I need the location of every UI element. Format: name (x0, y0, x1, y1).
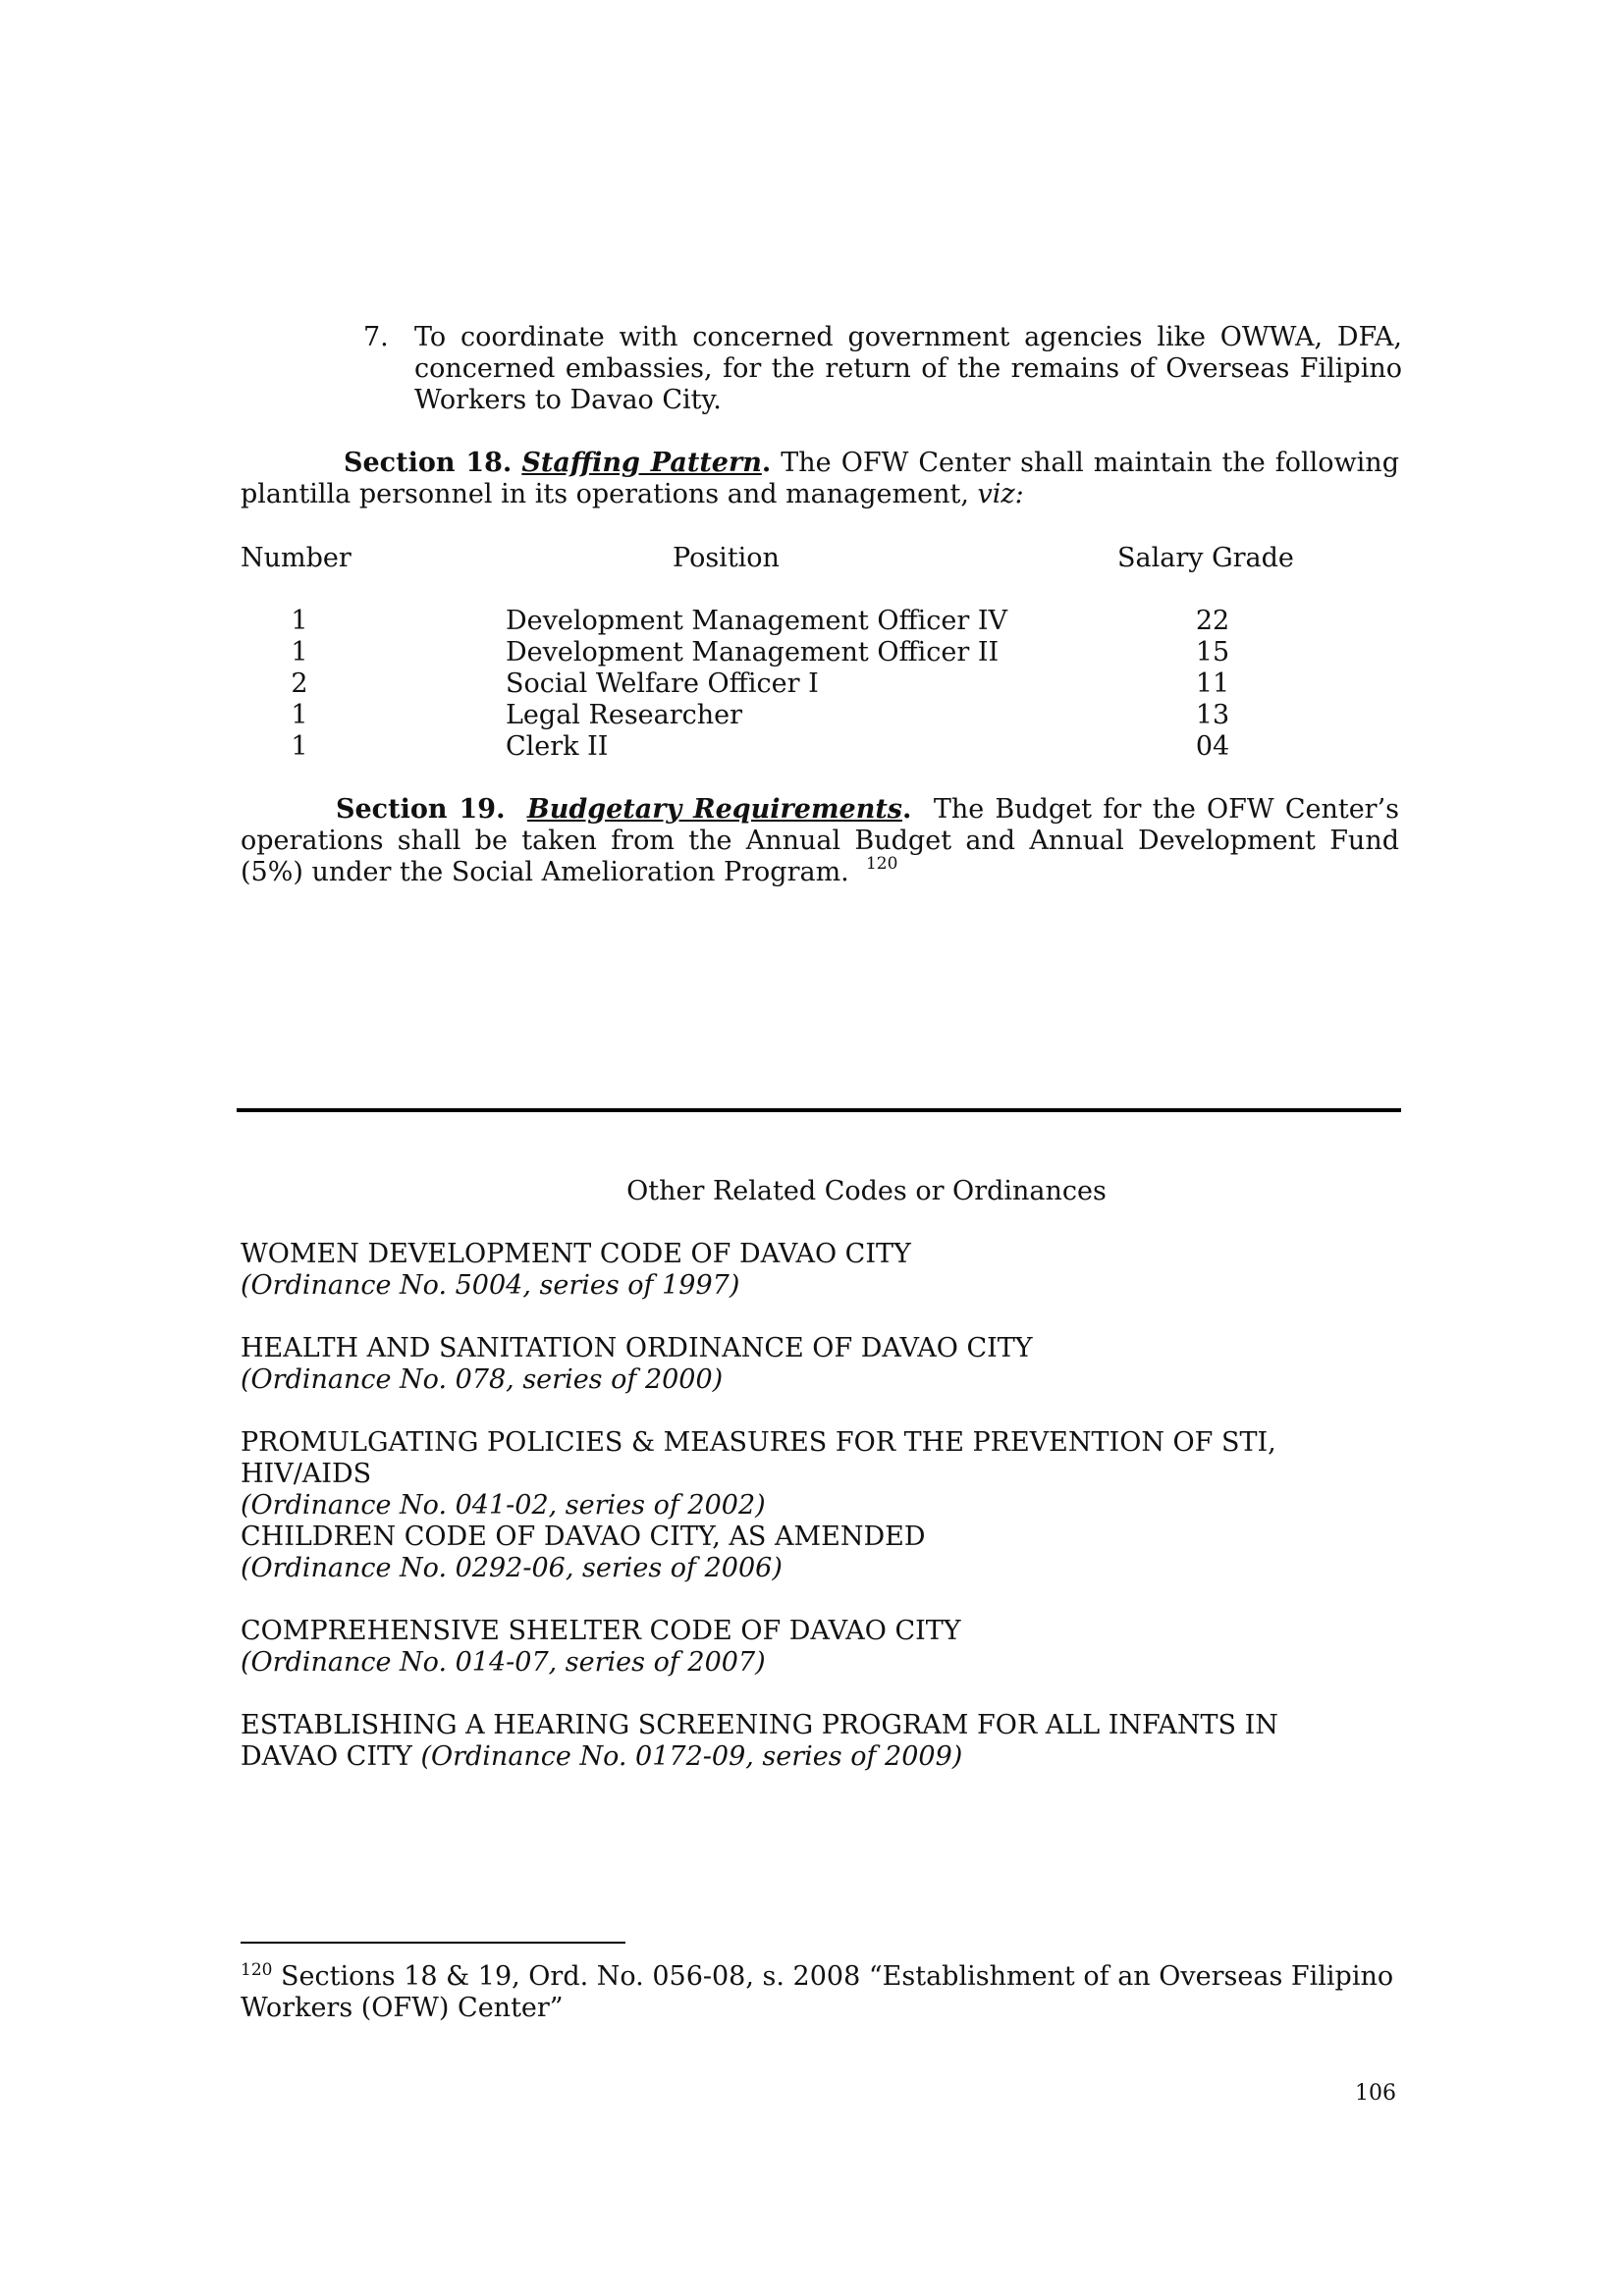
table-row (241, 637, 1242, 668)
table-cell-salary-grade: 11 (1195, 668, 1230, 699)
related-code-title: CHILDREN CODE OF DAVAO CITY, AS AMENDED (241, 1522, 926, 1552)
list-item-number: 7. (363, 322, 389, 352)
section-19-paragraph: Section 19. Budgetary Requirements. The Budget for the OFW Center’s operations shall be taken from the Annual Budget and Annual Development Fund (5%) under the Social Amelioration Program. $^{120}$ (241, 794, 1400, 887)
table-cell-salary-grade: 15 (1195, 637, 1230, 667)
related-code-item (241, 1616, 1399, 1679)
related-code-ordinance: (Ordinance No. 014-07, series of 2007) (241, 1647, 766, 1678)
table-cell-salary-grade: 22 (1195, 606, 1230, 636)
footnote (241, 1961, 1399, 2024)
table-cell-number: 1 (291, 637, 308, 667)
section-18-viz: viz: (977, 479, 1024, 509)
related-code-item (241, 1427, 1399, 1522)
related-codes-heading: Other Related Codes or Ordinances (626, 1176, 1107, 1206)
related-code-ordinance: (Ordinance No. 0292-06, series of 2006) (241, 1553, 783, 1583)
table-cell-position: Social Welfare Officer I (506, 668, 819, 699)
page-number: 106 (1355, 2081, 1396, 2106)
table-cell-number: 1 (291, 606, 308, 636)
footnote-separator (241, 1942, 625, 1944)
related-code-item (241, 1710, 1370, 1773)
section-18-title: Staffing Pattern (521, 448, 762, 478)
section-divider (237, 1108, 1401, 1112)
related-code-title: HEALTH AND SANITATION ORDINANCE OF DAVAO CITY (241, 1333, 1033, 1363)
related-code-item (241, 1239, 1399, 1302)
related-code-title: WOMEN DEVELOPMENT CODE OF DAVAO CITY (241, 1239, 911, 1269)
table-row (241, 668, 1242, 700)
related-code-title: PROMULGATING POLICIES & MEASURES FOR THE PREVENTION OF STI, HIV/AIDS (241, 1427, 1276, 1489)
related-code-title: ESTABLISHING A HEARING SCREENING PROGRAM FOR ALL INFANTS IN DAVAO CITY (241, 1710, 1278, 1772)
section-19-title: Budgetary Requirements (526, 794, 903, 825)
section-18-text: The OFW Center shall maintain the following plantilla personnel in its operations and management, (241, 448, 1399, 509)
section-18-label: Section 18. (344, 448, 513, 478)
related-code-ordinance: (Ordinance No. 078, series of 2000) (241, 1364, 724, 1395)
table-row (241, 731, 1242, 763)
table-row (241, 700, 1242, 731)
section-19-text: The Budget for the OFW Center’s operations shall be taken from the Annual Budget and Annual Development Fund (5%) under the Social Amelioration Program. (241, 794, 1400, 887)
footnote-number: 120 (241, 1960, 273, 1980)
table-cell-position: Legal Researcher (506, 700, 743, 730)
related-code-ordinance: (Ordinance No. 0172-09, series of 2009) (420, 1741, 963, 1772)
section-18-paragraph: Section 18. Staffing Pattern. The OFW Center shall maintain the following plantilla personnel in its operations and management, viz: (241, 448, 1399, 509)
table-cell-position: Clerk II (506, 731, 609, 762)
table-cell-position: Development Management Officer II (506, 637, 1000, 667)
table-cell-position: Development Management Officer IV (506, 606, 1008, 636)
related-code-ordinance: (Ordinance No. 041-02, series of 2002) (241, 1490, 766, 1521)
related-code-ordinance: (Ordinance No. 5004, series of 1997) (241, 1270, 740, 1301)
table-header-number: Number (241, 543, 352, 573)
table-header-salary-grade: Salary Grade (1117, 543, 1294, 573)
table-row (241, 606, 1242, 637)
table-cell-salary-grade: 04 (1195, 731, 1230, 762)
table-cell-number: 2 (291, 668, 308, 699)
related-code-item (241, 1522, 1399, 1584)
table-header-position: Position (673, 543, 780, 573)
table-cell-number: 1 (291, 700, 308, 730)
table-cell-number: 1 (291, 731, 308, 762)
footnote-text: Sections 18 & 19, Ord. No. 056-08, s. 2008 “Establishment of an Overseas Filipino Workers (OFW) Center” (241, 1961, 1394, 2023)
footnote-reference[interactable]: 120 (865, 854, 898, 874)
table-cell-salary-grade: 13 (1195, 700, 1230, 730)
list-item-text: To coordinate with concerned government agencies like OWWA, DFA, concerned embassies, for the return of the remains of Overseas Filipino Workers to Davao City. (414, 322, 1402, 415)
section-19-label: Section 19. (336, 794, 506, 825)
related-code-item (241, 1333, 1399, 1396)
related-code-title: COMPREHENSIVE SHELTER CODE OF DAVAO CITY (241, 1616, 961, 1646)
